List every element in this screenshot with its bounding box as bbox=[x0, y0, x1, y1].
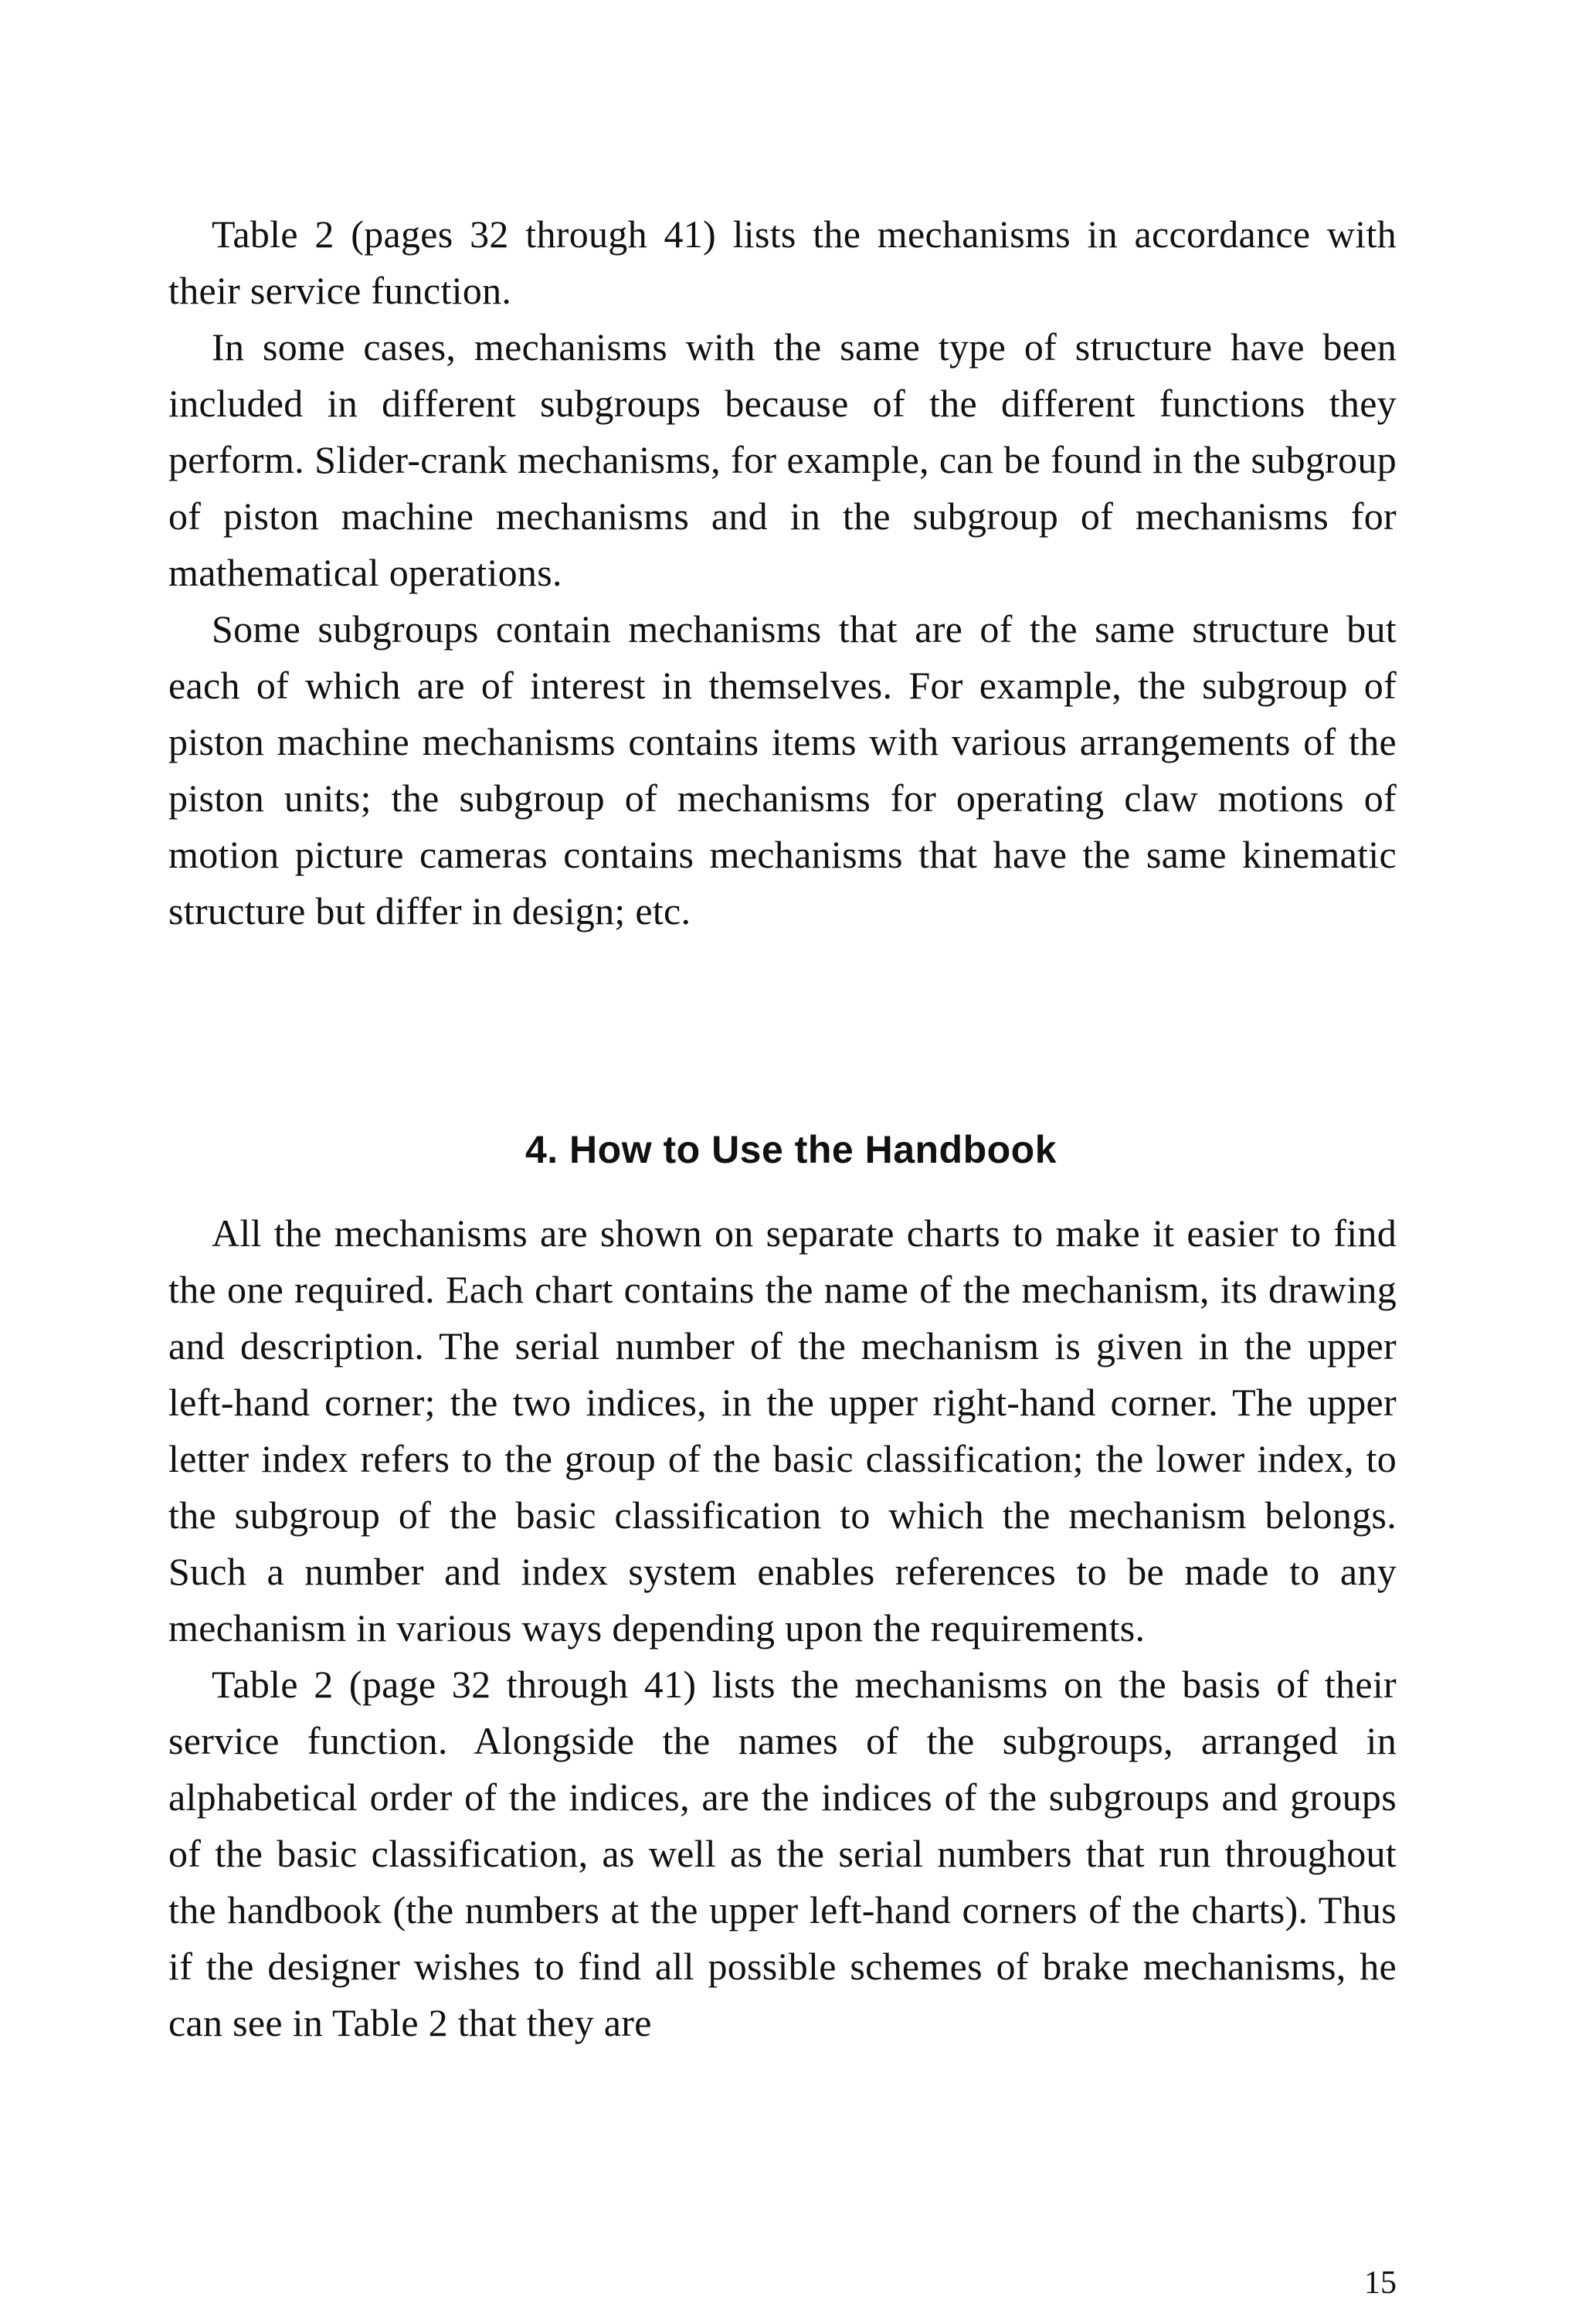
paragraph-same-structure-subgroups: In some cases, mechanisms with the same type of structure have been included in different subgroups because of the different functions they perform. Slider-crank mechanisms, for example, can be found in the subgroup of piston machine mechanisms and in the subgroup of mechanisms for mathematical operations. bbox=[168, 325, 1397, 594]
paragraph-same-structure-examples: Some subgroups contain mechanisms that are of the same structure but each of which are of interest in themselves. For example, the subgroup of piston machine mechanisms contains items with various arrangements of the piston units; the subgroup of mechanisms for operating claw motions of motion picture cameras contains mechanisms that have the same kinematic structure but differ in design; etc. bbox=[168, 607, 1397, 933]
section-heading: 4. How to Use the Handbook bbox=[525, 1128, 1057, 1171]
paragraph-charts-description: All the mechanisms are shown on separate charts to make it easier to find the one required. Each chart contains the name of the mechanism, its drawing and description. The serial number of the mechanism is given in the upper left-hand corner; the two indices, in the upper right-hand corner. The upper letter index refers to the group of the basic classification; the lower index, to the subgroup of the basic classification to which the mechanism belongs. Such a number and index system enables references to be made to any mechanism in various ways depending upon the requirements. bbox=[168, 1211, 1397, 1650]
section-text-block bbox=[168, 1205, 1397, 2051]
page-number: 15 bbox=[1364, 2265, 1397, 2301]
intro-text-block bbox=[168, 206, 1397, 939]
paragraph-table-2-usage: Table 2 (page 32 through 41) lists the mechanisms on the basis of their service function. Alongside the names of the subgroups, arranged in alphabetical order of the indices, are the indices of the subgroups and groups of the basic classification, as well as the serial numbers that run throughout the handbook (the numbers at the upper left-hand corners of the charts). Thus if the designer wishes to find all possible schemes of brake mechanisms, he can see in Table 2 that they are bbox=[168, 1663, 1397, 2044]
paragraph-table-2-intro: Table 2 (pages 32 through 41) lists the mechanisms in accordance with their service function. bbox=[168, 212, 1397, 312]
